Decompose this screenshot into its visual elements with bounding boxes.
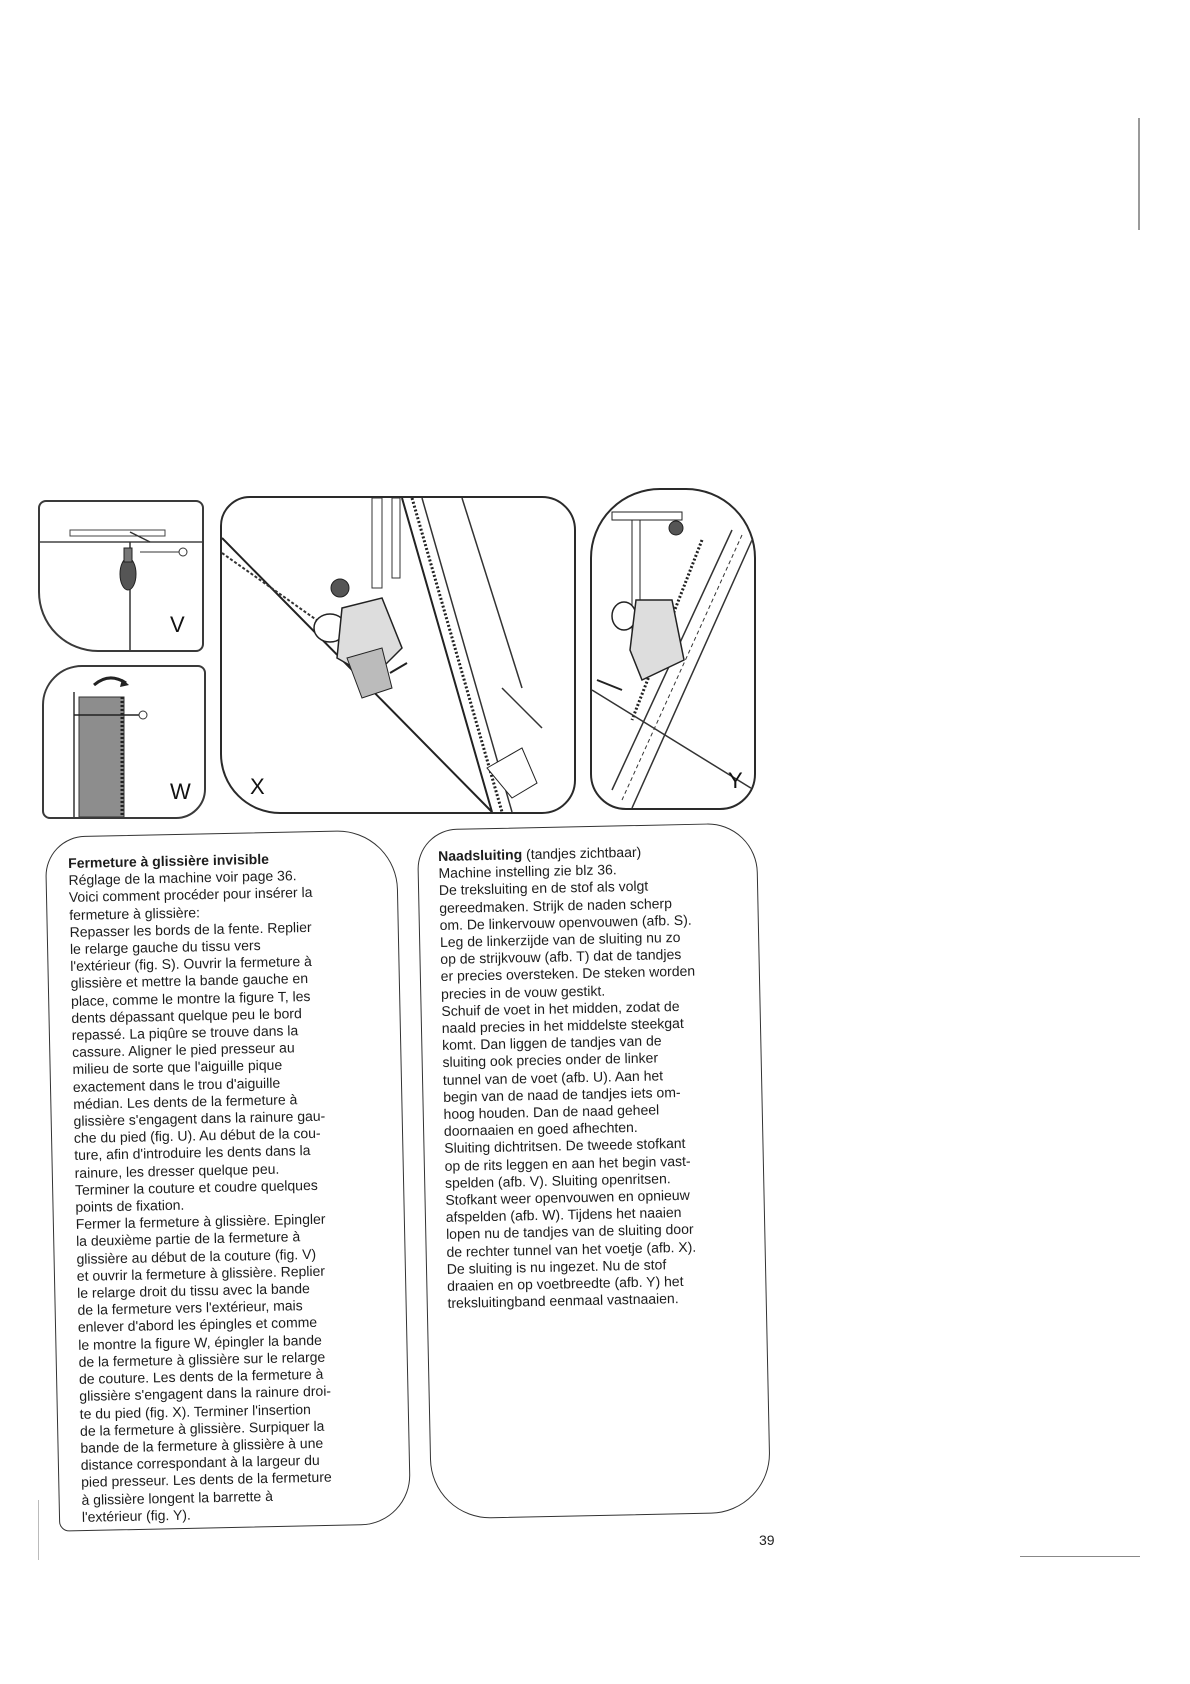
- figure-x-label: X: [250, 774, 265, 799]
- scan-edge-line-bottom-right: [1020, 1556, 1140, 1557]
- dutch-body: Machine instelling zie blz 36. De treksluiting en de stof als volgt gereedmaken. Strijk de naden scherp om. De linkervouw openvouwen (afb. S). Leg de linkerzijde van de sluiting nu zo op de strijkvouw (afb. T) dat de tandjes er precies oversteken. De steken worden precies in de vouw gestikt. Schuif de voet in het midden, zodat de naald precies in het middelste steekgat komt. Dan liggen de tandjes van de sluiting ook precies onder de linker tunnel van de voet (afb. U). Aan het begin van de naad de tandjes iets om- hoog houden. Dan de naad geheel doornaaien en goed afhechten. Sluiting dichtritsen. De tweede stofkant op de rits leggen en aan het begin vast- spelden (afb. V). Sluiting openritsen. Stofkant weer openvouwen en opnieuw afspelden (afb. W). Tijdens het naaien lopen nu de tandjes van de sluiting door de rechter tunnel van het voetje (afb. X). De sluiting is nu ingezet. Nu de stof draaien en op voetbreedte (afb. Y) het treksluitingband eenmaal vastnaaien.: [438, 861, 697, 1312]
- figure-w: [42, 665, 206, 819]
- figure-v: [38, 500, 204, 652]
- figure-y-label: Y: [728, 768, 743, 793]
- dutch-subheading: (tandjes zichtbaar): [521, 843, 642, 863]
- figure-w-label: W: [170, 779, 191, 804]
- french-instructions: [68, 848, 412, 1526]
- figure-x-illustration: [222, 498, 574, 812]
- figure-v-label: V: [170, 612, 185, 637]
- page-number: 39: [759, 1532, 775, 1548]
- scan-edge-line-top-right: [1138, 118, 1140, 230]
- french-body: Réglage de la machine voir page 36. Voici comment procéder pour insérer la fermeture à glissière: Repasser les bords de la fente. Replier le relarge gauche du tissu vers l'extérieur (fig. S). Ouvrir la fermeture à glissière et mettre la bande gauche en place, comme le montre la figure T, les dents dépassant quelque peu le bord repassé. La piqûre se trouve dans la cassure. Aligner le pied presseur au milieu de sorte que l'aiguille pique exactement dans le trou d'aiguille médian. Les dents de la fermeture à glissière s'engagent dans la rainure gau- che du pied (fig. U). Au début de la cou- ture, afin d'introduire les dents dans la rainure, les dresser quelque peu. Terminer la couture et coudre quelques points de fixation. Fermer la fermeture à glissière. Epingler la deuxième partie de la fermeture à glissière au début de la couture (fig. V) et ouvrir la fermeture à glissière. Replier le relarge droit du tissu avec la bande de la fermeture vers l'extérieur, mais enlever d'abord les épingles et comme le montre la figure W, épingler la bande de la fermeture à glissière sur le relarge de couture. Les dents de la fermeture à glissière s'engagent dans la rainure droi- te du pied (fig. X). Terminer l'insertion de la fermeture à glissière. Surpiquer la bande de la fermeture à glissière à une distance correspondant à la largeur du pied presseur. Les dents de la fermeture à glissière longent la barrette à l'extérieur (fig. Y).: [68, 867, 332, 1525]
- figure-x: [220, 496, 576, 814]
- french-heading: Fermeture à glissière invisible: [68, 850, 270, 871]
- dutch-heading: Naadsluiting: [438, 846, 523, 864]
- figure-y: [590, 488, 756, 810]
- scan-edge-line-bottom-left: [38, 1500, 39, 1560]
- dutch-instructions: [438, 841, 768, 1312]
- figure-y-illustration: [592, 490, 754, 808]
